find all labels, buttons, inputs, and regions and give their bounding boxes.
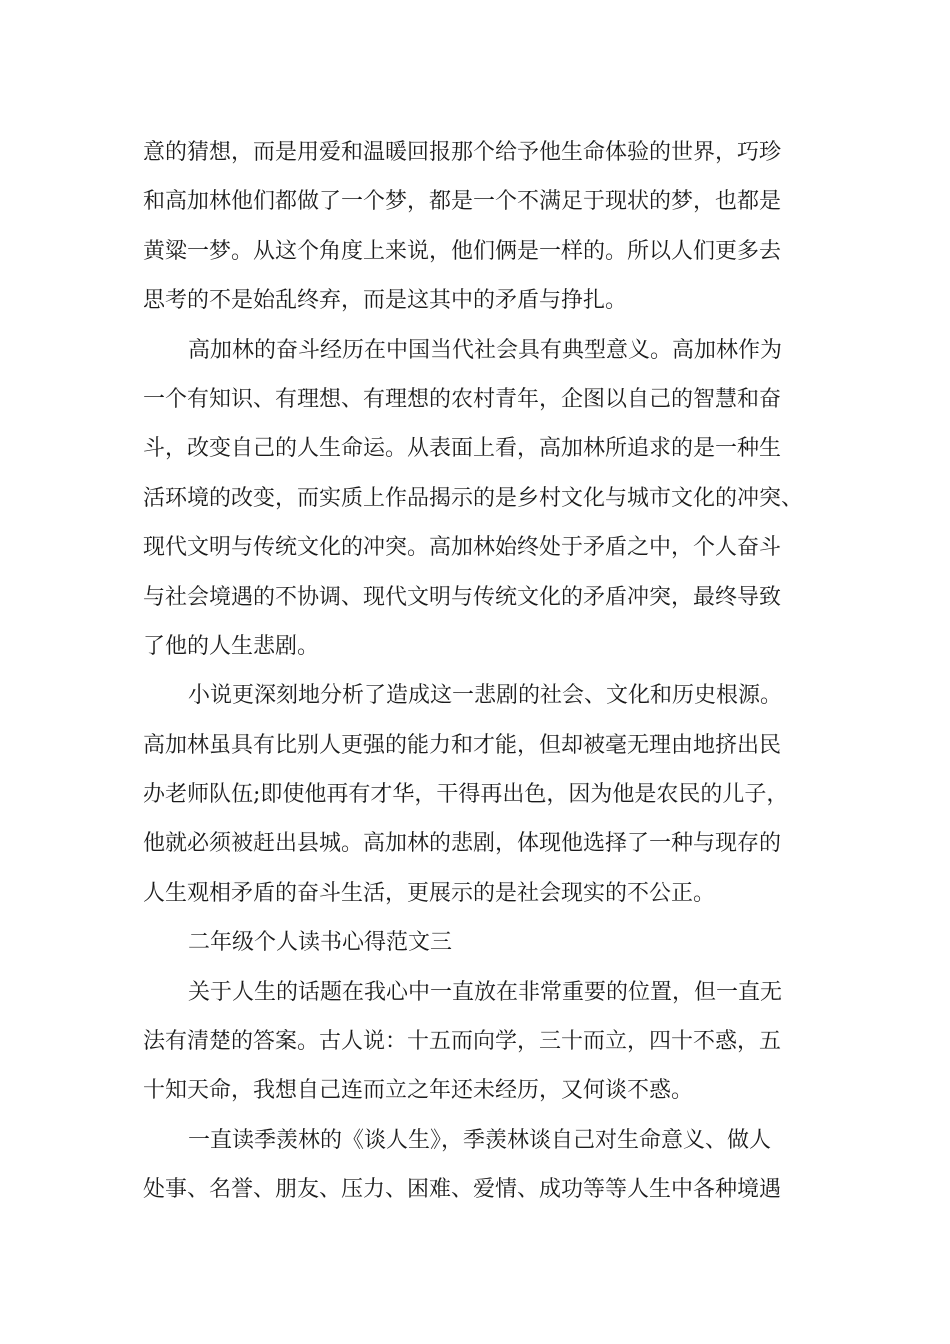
text-line: 高加林虽具有比别人更强的能力和才能，但却被毫无理由地挤出民 [143, 732, 782, 758]
text-line: 黄粱一梦。从这个角度上来说，他们俩是一样的。所以人们更多去 [143, 238, 782, 264]
text-line: 关于人生的话题在我心中一直放在非常重要的位置，但一直无 [188, 979, 783, 1005]
text-line: 办老师队伍;即使他再有才华，干得再出色，因为他是农民的儿子， [143, 782, 789, 808]
text-line: 二年级个人读书心得范文三 [188, 930, 453, 956]
text-line: 与社会境遇的不协调、现代文明与传统文化的矛盾冲突，最终导致 [143, 584, 782, 610]
text-line: 人生观相矛盾的奋斗生活，更展示的是社会现实的不公正。 [143, 880, 716, 906]
text-line: 活环境的改变，而实质上作品揭示的是乡村文化与城市文化的冲突、 [143, 485, 804, 511]
text-line: 现代文明与传统文化的冲突。高加林始终处于矛盾之中，个人奋斗 [143, 535, 782, 561]
text-line: 小说更深刻地分析了造成这一悲剧的社会、文化和历史根源。 [188, 683, 783, 709]
text-line: 他就必须被赶出县城。高加林的悲剧，体现他选择了一种与现存的 [143, 831, 782, 857]
text-line: 和高加林他们都做了一个梦，都是一个不满足于现状的梦，也都是 [143, 189, 782, 215]
text-line: 十知天命，我想自己连而立之年还未经历，又何谈不惑。 [143, 1078, 694, 1104]
body-text [143, 128, 808, 1215]
text-line: 了他的人生悲剧。 [143, 633, 320, 659]
text-line: 思考的不是始乱终弃，而是这其中的矛盾与挣扎。 [143, 288, 628, 314]
text-line: 高加林的奋斗经历在中国当代社会具有典型意义。高加林作为 [188, 337, 783, 363]
text-line: 处事、名誉、朋友、压力、困难、爱情、成功等等人生中各种境遇 [143, 1177, 782, 1203]
text-line: 一个有知识、有理想、有理想的农村青年，企图以自己的智慧和奋 [143, 386, 782, 412]
text-line: 法有清楚的答案。古人说：十五而向学，三十而立，四十不惑，五 [143, 1029, 782, 1055]
text-line: 斗，改变自己的人生命运。从表面上看，高加林所追求的是一种生 [143, 436, 782, 462]
text-line: 意的猜想，而是用爱和温暖回报那个给予他生命体验的世界，巧珍 [143, 140, 782, 165]
text-line: 一直读季羡林的《谈人生》，季羡林谈自己对生命意义、做人 [188, 1127, 772, 1153]
